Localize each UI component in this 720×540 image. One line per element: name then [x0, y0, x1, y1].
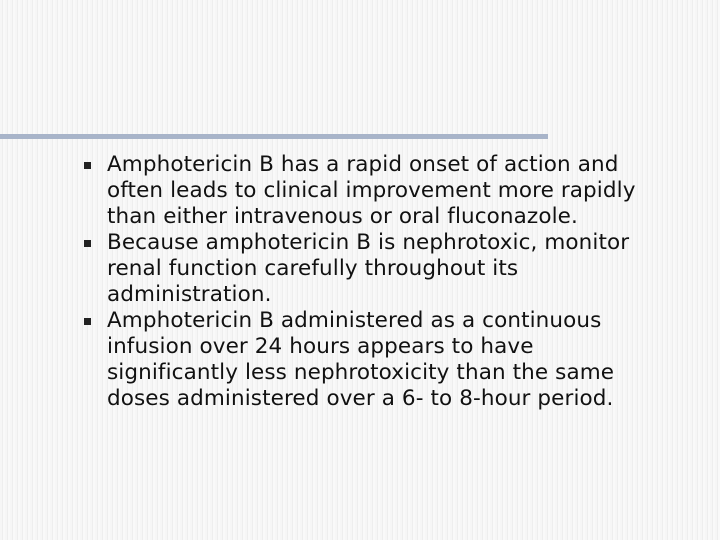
bullet-line: infusion over 24 hours appears to have [107, 334, 534, 359]
bullet-item [82, 308, 702, 412]
bullet-line: significantly less nephrotoxicity than the same [107, 360, 615, 385]
bullet-list [82, 152, 702, 412]
bullet-line: renal function carefully throughout its [107, 256, 519, 281]
bullet-line: administration. [107, 282, 272, 307]
square-bullet-icon [84, 162, 91, 169]
square-bullet-icon [84, 240, 91, 247]
bullet-line: Amphotericin B administered as a continuous [107, 308, 602, 333]
title-divider [0, 134, 548, 139]
bullet-line: doses administered over a 6- to 8-hour period. [107, 386, 614, 411]
square-bullet-icon [84, 318, 91, 325]
bullet-line: Because amphotericin B is nephrotoxic, monitor [107, 230, 630, 255]
bullet-line: often leads to clinical improvement more rapidly [107, 178, 636, 203]
bullet-item [82, 230, 702, 308]
bullet-line: Amphotericin B has a rapid onset of action and [107, 152, 619, 177]
bullet-item [82, 152, 702, 230]
bullet-line: than either intravenous or oral fluconazole. [107, 204, 578, 229]
